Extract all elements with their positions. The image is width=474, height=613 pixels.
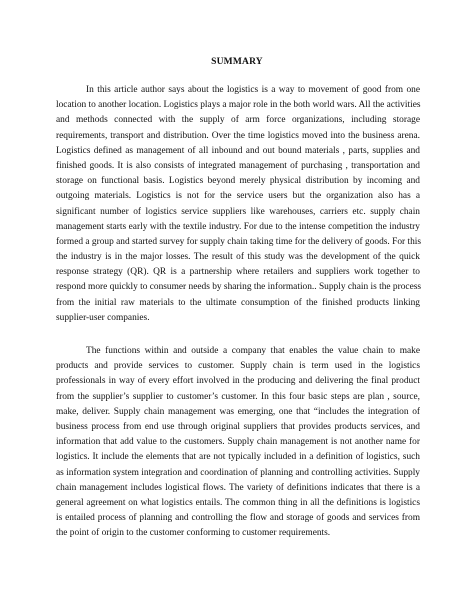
page-title: SUMMARY xyxy=(211,57,263,67)
paragraph-line: products and provide services to customer. Supply chain is term used in the logistics xyxy=(56,361,420,372)
paragraph-line: outgoing materials. Logistics is not for the service users but the organization also has a xyxy=(56,191,420,202)
paragraph-line: respond more quickly to consumer needs by sharing the information.. Supply chain is the process xyxy=(56,282,422,293)
paragraph-line: business process from end use through original suppliers that provides products services, and xyxy=(56,421,420,432)
paragraph-line: significant number of logistics service suppliers like warehouses, carriers etc. supply chain xyxy=(56,206,420,217)
paragraph-line: from the supplier’s supplier to customer’s customer. In this four basic steps are plan , source, xyxy=(56,391,420,402)
paragraph-line: management starts early with the textile industry. For due to the intense competition the industry xyxy=(56,221,420,232)
paragraph-line: is entailed process of planning and controlling the flow and storage of goods and services from xyxy=(56,513,420,524)
paragraph-line: and methods connected with the supply of arm force organizations, including storage xyxy=(56,115,420,126)
paragraph-line: Logistics defined as management of all inbound and out bound materials , parts, supplies and xyxy=(56,145,420,156)
paragraph-line: The functions within and outside a company that enables the value chain to make xyxy=(86,346,420,356)
paragraph-line: finished goods. It is also consists of integrated management of purchasing , transportation and xyxy=(56,160,420,171)
paragraph-line: location to another location. Logistics plays a major role in the both world wars. All the activities xyxy=(56,100,421,111)
paragraph-2 xyxy=(56,344,420,541)
paragraph-line: chain management includes logistical flows. The variety of definitions indicates that there is a xyxy=(56,482,420,493)
paragraph-line: In this article author says about the logistics is a way to movement of good from one xyxy=(86,85,420,95)
paragraph-line: the industry is in the major losses. The result of this study was the development of the quick xyxy=(56,252,420,263)
paragraph-line: professionals in way of every effort involved in the producing and delivering the final product xyxy=(56,376,420,387)
paragraph-line: from the initial raw materials to the ultimate consumption of the finished products linking xyxy=(56,297,420,308)
paragraph-line: formed a group and started survey for supply chain taking time for the delivery of goods. For this xyxy=(56,236,422,247)
paragraph-line: make, deliver. Supply chain management was emerging, one that “includes the integration of xyxy=(56,406,420,417)
paragraph-line: requirements, transport and distribution. Over the time logistics moved into the business arena. xyxy=(56,130,420,141)
paragraph-line: response strategy (QR). QR is a partnership where retailers and suppliers work together to xyxy=(56,267,420,278)
paragraph-line: as information system integration and coordination of planning and controlling activities. Supply xyxy=(56,467,420,478)
paragraph-line: the point of origin to the customer conforming to customer requirements. xyxy=(56,528,331,539)
paragraph-line: storage on functional basis. Logistics beyond merely physical distribution by incoming and xyxy=(56,176,420,187)
paragraph-line: supplier-user companies. xyxy=(56,312,150,323)
paragraph-line: information that add value to the customers. Supply chain management is not another name for xyxy=(56,437,420,448)
paragraph-line: general agreement on what logistics entails. The common thing in all the definitions is logistics xyxy=(56,497,420,508)
paragraph-1 xyxy=(56,83,420,326)
paragraph-line: logistics. It include the elements that are not typically included in a definition of logistics, such xyxy=(56,452,420,463)
